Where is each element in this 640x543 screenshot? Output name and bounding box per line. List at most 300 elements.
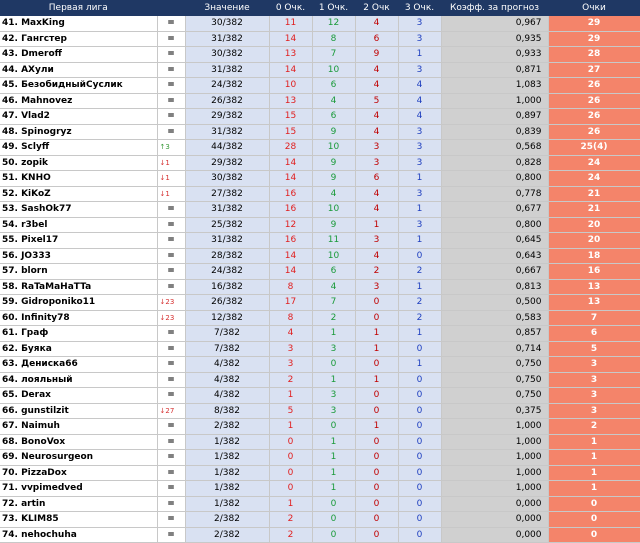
table-row [0,496,640,512]
points-0-count: 14 [269,155,312,171]
points-1-count: 10 [312,62,355,78]
points-2-count: 1 [355,217,398,233]
points-0-count: 5 [269,403,312,419]
predictions-value: 4/382 [185,388,269,404]
rank-change: = [157,481,185,497]
predictions-value: 30/382 [185,171,269,187]
rank-change: = [157,248,185,264]
points-2-count: 1 [355,372,398,388]
points-2-count: 0 [355,403,398,419]
predictions-value: 24/382 [185,78,269,94]
predictions-value: 44/382 [185,140,269,156]
predictions-value: 2/382 [185,527,269,543]
points-0-count: 15 [269,124,312,140]
table-row [0,419,640,435]
coefficient: 1,083 [441,78,548,94]
points-3-count: 3 [398,62,441,78]
header-value: Значение [185,0,269,16]
header-league: Первая лига [0,0,157,16]
player-name: 69. Neurosurgeon [0,450,157,466]
table-row [0,512,640,528]
player-name: 68. BonoVox [0,434,157,450]
rank-change: ↓1 [157,155,185,171]
rank-change: = [157,465,185,481]
total-points: 20 [548,233,640,249]
points-1-count: 1 [312,465,355,481]
predictions-value: 28/382 [185,248,269,264]
points-0-count: 14 [269,248,312,264]
points-0-count: 17 [269,295,312,311]
table-row [0,62,640,78]
table-row [0,295,640,311]
predictions-value: 30/382 [185,47,269,63]
rank-change: = [157,202,185,218]
rank-change: = [157,388,185,404]
points-1-count: 6 [312,109,355,125]
table-row [0,465,640,481]
player-name: 50. zopik [0,155,157,171]
points-3-count: 1 [398,357,441,373]
points-0-count: 10 [269,78,312,94]
table-row [0,450,640,466]
rank-change: = [157,434,185,450]
points-2-count: 1 [355,419,398,435]
player-name: 71. vvpimedved [0,481,157,497]
table-row [0,202,640,218]
predictions-value: 26/382 [185,295,269,311]
predictions-value: 7/382 [185,326,269,342]
points-3-count: 3 [398,31,441,47]
player-name: 60. Infinity78 [0,310,157,326]
points-0-count: 13 [269,47,312,63]
points-1-count: 4 [312,93,355,109]
points-0-count: 14 [269,62,312,78]
rank-change: = [157,419,185,435]
points-2-count: 2 [355,264,398,280]
coefficient: 0,750 [441,372,548,388]
predictions-value: 1/382 [185,481,269,497]
coefficient: 0,643 [441,248,548,264]
table-row [0,124,640,140]
total-points: 0 [548,527,640,543]
points-1-count: 9 [312,217,355,233]
coefficient: 0,583 [441,310,548,326]
total-points: 1 [548,481,640,497]
points-1-count: 4 [312,279,355,295]
total-points: 1 [548,450,640,466]
points-3-count: 1 [398,202,441,218]
points-1-count: 0 [312,527,355,543]
coefficient: 1,000 [441,450,548,466]
points-2-count: 0 [355,481,398,497]
coefficient: 1,000 [441,465,548,481]
points-2-count: 4 [355,202,398,218]
rank-change: = [157,16,185,32]
points-3-count: 3 [398,186,441,202]
total-points: 29 [548,31,640,47]
points-3-count: 2 [398,264,441,280]
points-2-count: 3 [355,233,398,249]
table-row [0,140,640,156]
table-row [0,16,640,32]
points-0-count: 16 [269,186,312,202]
points-0-count: 8 [269,310,312,326]
points-3-count: 4 [398,93,441,109]
table-row [0,109,640,125]
points-0-count: 1 [269,419,312,435]
predictions-value: 31/382 [185,202,269,218]
predictions-value: 31/382 [185,31,269,47]
points-1-count: 3 [312,403,355,419]
points-3-count: 1 [398,279,441,295]
header-points: Очки [548,0,640,16]
points-1-count: 7 [312,47,355,63]
total-points: 18 [548,248,640,264]
points-1-count: 0 [312,496,355,512]
points-2-count: 4 [355,62,398,78]
points-0-count: 0 [269,465,312,481]
points-1-count: 9 [312,124,355,140]
table-row [0,372,640,388]
table-row [0,341,640,357]
points-2-count: 1 [355,326,398,342]
rank-change: = [157,47,185,63]
rank-change: = [157,264,185,280]
rank-change: = [157,341,185,357]
rank-change: = [157,109,185,125]
rank-change: = [157,62,185,78]
table-row [0,31,640,47]
coefficient: 0,778 [441,186,548,202]
predictions-value: 2/382 [185,512,269,528]
predictions-value: 29/382 [185,155,269,171]
total-points: 3 [548,372,640,388]
points-1-count: 6 [312,78,355,94]
total-points: 27 [548,62,640,78]
points-2-count: 3 [355,155,398,171]
points-3-count: 0 [398,512,441,528]
points-0-count: 2 [269,527,312,543]
player-name: 53. SashOk77 [0,202,157,218]
points-1-count: 9 [312,171,355,187]
points-0-count: 2 [269,372,312,388]
total-points: 3 [548,403,640,419]
points-2-count: 9 [355,47,398,63]
rank-change: = [157,78,185,94]
points-0-count: 0 [269,450,312,466]
table-row [0,155,640,171]
coefficient: 0,935 [441,31,548,47]
points-1-count: 1 [312,450,355,466]
coefficient: 0,800 [441,217,548,233]
points-2-count: 4 [355,78,398,94]
predictions-value: 1/382 [185,450,269,466]
coefficient: 0,933 [441,47,548,63]
points-0-count: 1 [269,496,312,512]
player-name: 74. nehochuha [0,527,157,543]
predictions-value: 1/382 [185,496,269,512]
predictions-value: 26/382 [185,93,269,109]
player-name: 43. Dmeroff [0,47,157,63]
points-3-count: 0 [398,450,441,466]
header-p3: 3 Очк. [398,0,441,16]
player-name: 45. БезобидныйСуслик [0,78,157,94]
rank-change: = [157,372,185,388]
rank-change: = [157,357,185,373]
points-0-count: 13 [269,93,312,109]
total-points: 0 [548,496,640,512]
points-1-count: 1 [312,372,355,388]
total-points: 20 [548,217,640,233]
predictions-value: 30/382 [185,16,269,32]
points-0-count: 3 [269,341,312,357]
points-2-count: 5 [355,93,398,109]
coefficient: 0,828 [441,155,548,171]
total-points: 13 [548,295,640,311]
points-0-count: 15 [269,109,312,125]
player-name: 58. RaTaMaHaTTa [0,279,157,295]
predictions-value: 24/382 [185,264,269,280]
table-row [0,264,640,280]
header-p1: 1 Очк. [312,0,355,16]
points-0-count: 0 [269,434,312,450]
coefficient: 0,500 [441,295,548,311]
coefficient: 0,839 [441,124,548,140]
points-2-count: 0 [355,388,398,404]
rank-change: = [157,124,185,140]
coefficient: 1,000 [441,93,548,109]
predictions-value: 12/382 [185,310,269,326]
player-name: 57. blorn [0,264,157,280]
player-name: 64. лояльный [0,372,157,388]
table-row [0,279,640,295]
points-2-count: 0 [355,295,398,311]
player-name: 63. Дениска66 [0,357,157,373]
player-name: 48. Spinogryz [0,124,157,140]
rank-change: = [157,496,185,512]
points-3-count: 0 [398,465,441,481]
player-name: 66. gunstilzit [0,403,157,419]
points-0-count: 4 [269,326,312,342]
total-points: 1 [548,434,640,450]
header-p0: 0 Очк. [269,0,312,16]
rank-change: = [157,217,185,233]
points-2-count: 4 [355,248,398,264]
points-3-count: 3 [398,124,441,140]
coefficient: 0,000 [441,496,548,512]
points-1-count: 0 [312,512,355,528]
total-points: 26 [548,109,640,125]
rank-change: ↑3 [157,140,185,156]
table-row [0,78,640,94]
points-3-count: 0 [398,248,441,264]
coefficient: 0,000 [441,512,548,528]
total-points: 21 [548,186,640,202]
table-row [0,434,640,450]
points-1-count: 12 [312,16,355,32]
total-points: 21 [548,202,640,218]
total-points: 0 [548,512,640,528]
coefficient: 0,750 [441,388,548,404]
predictions-value: 31/382 [185,233,269,249]
points-0-count: 28 [269,140,312,156]
table-row [0,47,640,63]
points-1-count: 1 [312,481,355,497]
player-name: 44. АХули [0,62,157,78]
table-row [0,233,640,249]
player-name: 52. KiKoZ [0,186,157,202]
coefficient: 0,750 [441,357,548,373]
points-2-count: 0 [355,465,398,481]
total-points: 6 [548,326,640,342]
player-name: 73. KLIM85 [0,512,157,528]
points-2-count: 6 [355,171,398,187]
points-2-count: 0 [355,357,398,373]
player-name: 41. MaxKing [0,16,157,32]
points-3-count: 0 [398,419,441,435]
player-name: 56. JO333 [0,248,157,264]
points-1-count: 11 [312,233,355,249]
rank-change: = [157,233,185,249]
table-row [0,388,640,404]
points-3-count: 1 [398,171,441,187]
points-0-count: 1 [269,388,312,404]
points-3-count: 3 [398,217,441,233]
player-name: 49. Sclyff [0,140,157,156]
table-row [0,248,640,264]
points-2-count: 1 [355,341,398,357]
points-1-count: 8 [312,31,355,47]
coefficient: 0,871 [441,62,548,78]
points-1-count: 6 [312,264,355,280]
points-3-count: 4 [398,109,441,125]
points-2-count: 0 [355,496,398,512]
player-name: 67. Naimuh [0,419,157,435]
points-2-count: 0 [355,434,398,450]
points-3-count: 0 [398,527,441,543]
predictions-value: 29/382 [185,109,269,125]
points-3-count: 0 [398,481,441,497]
player-name: 72. artin [0,496,157,512]
header-p2: 2 Очк [355,0,398,16]
points-1-count: 7 [312,295,355,311]
player-name: 54. r3bel [0,217,157,233]
total-points: 24 [548,155,640,171]
predictions-value: 4/382 [185,357,269,373]
points-0-count: 16 [269,202,312,218]
predictions-value: 27/382 [185,186,269,202]
points-2-count: 6 [355,31,398,47]
coefficient: 0,967 [441,16,548,32]
coefficient: 0,714 [441,341,548,357]
predictions-value: 1/382 [185,434,269,450]
total-points: 3 [548,388,640,404]
table-row [0,186,640,202]
predictions-value: 31/382 [185,124,269,140]
points-3-count: 0 [398,341,441,357]
points-3-count: 0 [398,388,441,404]
player-name: 62. Буяка [0,341,157,357]
player-name: 59. Gidroponiko11 [0,295,157,311]
points-1-count: 10 [312,202,355,218]
points-0-count: 14 [269,31,312,47]
player-name: 42. Гангстер [0,31,157,47]
total-points: 13 [548,279,640,295]
rank-change: ↓23 [157,310,185,326]
header-change [157,0,185,16]
points-0-count: 2 [269,512,312,528]
points-0-count: 3 [269,357,312,373]
points-3-count: 3 [398,155,441,171]
points-1-count: 3 [312,341,355,357]
total-points: 26 [548,124,640,140]
coefficient: 1,000 [441,419,548,435]
coefficient: 0,677 [441,202,548,218]
total-points: 1 [548,465,640,481]
table-row [0,481,640,497]
rank-change: = [157,31,185,47]
total-points: 29 [548,16,640,32]
table-row [0,403,640,419]
total-points: 2 [548,419,640,435]
points-3-count: 4 [398,78,441,94]
points-3-count: 0 [398,496,441,512]
total-points: 3 [548,357,640,373]
points-1-count: 2 [312,310,355,326]
points-3-count: 1 [398,233,441,249]
total-points: 24 [548,171,640,187]
total-points: 7 [548,310,640,326]
coefficient: 0,857 [441,326,548,342]
points-3-count: 0 [398,434,441,450]
rank-change: ↓27 [157,403,185,419]
points-0-count: 12 [269,217,312,233]
points-0-count: 14 [269,264,312,280]
table-body [0,16,640,543]
points-3-count: 1 [398,326,441,342]
points-1-count: 3 [312,388,355,404]
points-2-count: 3 [355,140,398,156]
rank-change: = [157,326,185,342]
points-1-count: 4 [312,186,355,202]
points-2-count: 4 [355,109,398,125]
rank-change: ↓1 [157,171,185,187]
rank-change: = [157,279,185,295]
predictions-value: 25/382 [185,217,269,233]
rank-change: ↓1 [157,186,185,202]
coefficient: 0,813 [441,279,548,295]
points-3-count: 2 [398,295,441,311]
points-3-count: 3 [398,16,441,32]
points-3-count: 3 [398,140,441,156]
header-coef: Коэфф. за прогноз [441,0,548,16]
points-0-count: 14 [269,171,312,187]
table-row [0,93,640,109]
player-name: 65. Derax [0,388,157,404]
total-points: 5 [548,341,640,357]
player-name: 47. Vlad2 [0,109,157,125]
total-points: 25(4) [548,140,640,156]
predictions-value: 16/382 [185,279,269,295]
player-name: 61. Граф [0,326,157,342]
points-1-count: 0 [312,357,355,373]
points-2-count: 4 [355,16,398,32]
points-3-count: 0 [398,372,441,388]
table-row [0,326,640,342]
total-points: 28 [548,47,640,63]
points-1-count: 1 [312,434,355,450]
points-0-count: 16 [269,233,312,249]
